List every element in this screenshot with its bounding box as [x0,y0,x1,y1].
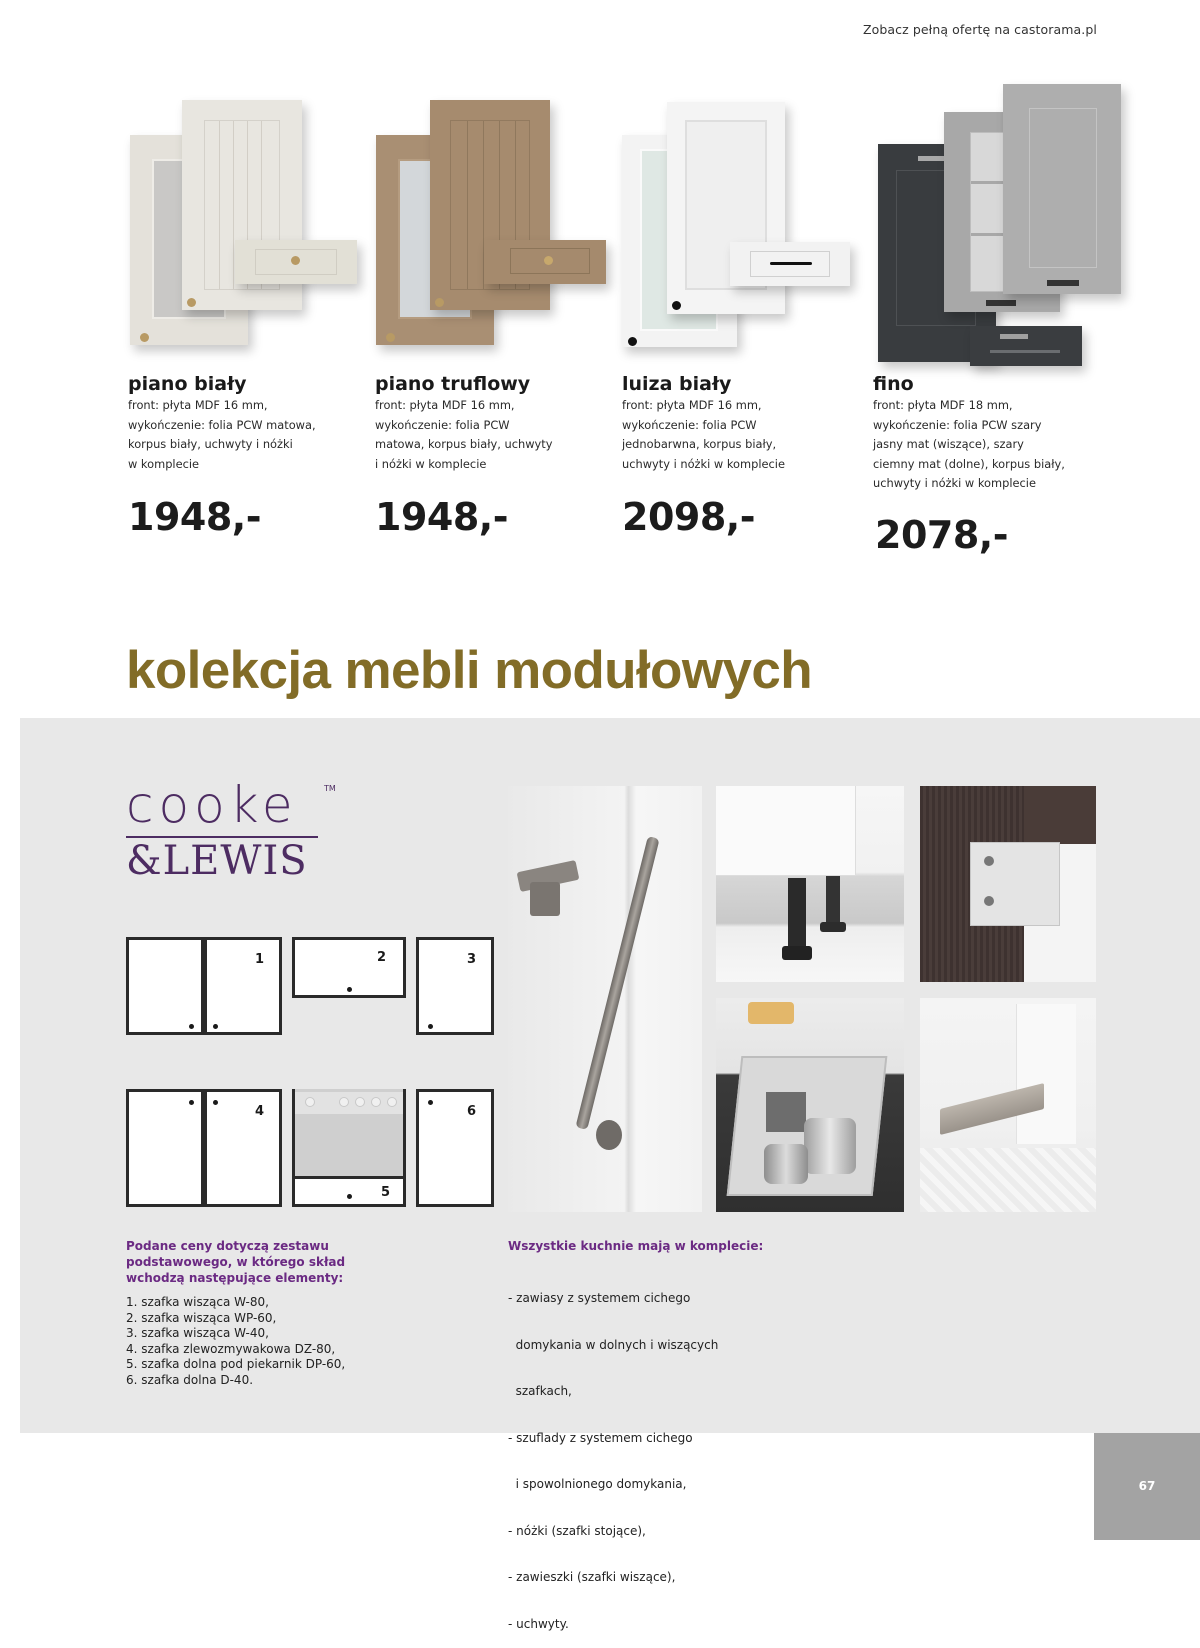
cooke-lewis-logo: cooke TM &LEWIS [126,776,336,884]
product-name: luiza biały [622,373,732,395]
list-item: 6. szafka dolna D-40. [126,1372,254,1387]
product-price: 2078,- [875,513,1008,557]
product-image-piano-bialy [120,100,370,360]
product-info-piano-bialy [128,373,368,474]
list-item: 3. szafka wisząca W-40, [126,1326,269,1340]
product-image-luiza-bialy [612,100,862,360]
list-item: i spowolnionego domykania, [508,1477,687,1491]
product-description: front: płyta MDF 18 mm, wykończenie: folia PCW szary jasny mat (wiszące), szary ciemny mat (dolne), korpus biały, uchwyty i nóżki w komplecie [873,398,1065,491]
product-description: front: płyta MDF 16 mm, wykończenie: folia PCW jednobarwna, korpus biały, uchwyty i nóżki w komplecie [622,398,785,471]
list-item: - zawieszki (szafki wiszące), [508,1570,676,1584]
cabinet-diagram-6: 6 [416,1089,494,1207]
product-image-fino [868,80,1128,370]
page-number: 67 [1138,1479,1156,1493]
product-description: front: płyta MDF 16 mm, wykończenie: folia PCW matowa, korpus biały, uchwyty i nóżki w komplecie [375,398,553,471]
set-items-list [126,1295,396,1388]
list-item: - uchwyty. [508,1616,569,1631]
product-name: piano biały [128,373,247,395]
photo-cabinet-legs [716,786,904,982]
photo-gas-strut-hinge [508,786,702,1212]
list-item: 1. szafka wisząca W-80, [126,1295,269,1309]
product-price: 1948,- [375,495,508,539]
set-info-heading: Podane ceny dotyczą zestawu podstawowego, w którego skład wchodzą następujące elementy: [126,1239,346,1285]
list-item: szafkach, [508,1384,572,1398]
list-item: - zawiasy z systemem cichego [508,1291,691,1305]
list-item: domykania w dolnych i wiszących [508,1337,719,1352]
list-item: - szuflady z systemem cichego [508,1430,693,1445]
section-title: kolekcja mebli modułowych [126,641,812,700]
cabinet-diagram-3: 3 [416,937,494,1035]
product-info-piano-truflowy [375,373,615,474]
product-description: front: płyta MDF 16 mm, wykończenie: folia PCW matowa, korpus biały, uchwyty i nóżki w komplecie [128,398,316,471]
photo-drawer-with-pots [716,998,904,1212]
product-info-fino [873,373,1113,494]
included-items-list [508,1260,798,1648]
list-item: 2. szafka wisząca WP-60, [126,1310,277,1325]
included-info-heading: Wszystkie kuchnie mają w komplecie: [508,1239,764,1253]
product-info-luiza-bialy [622,373,862,474]
page-number-box [1094,1433,1200,1540]
product-image-piano-truflowy [366,100,616,360]
list-item: 4. szafka zlewozmywakowa DZ-80, [126,1341,336,1356]
cabinet-diagram-2: 2 [292,937,406,998]
list-item: - nóżki (szafki stojące), [508,1523,646,1538]
photo-wall-hanger-bracket [920,786,1096,982]
product-name: piano truflowy [375,373,531,395]
photo-metal-handle [920,998,1096,1212]
product-price: 1948,- [128,495,261,539]
product-price: 2098,- [622,495,755,539]
castorama-link[interactable]: Zobacz pełną ofertę na castorama.pl [862,22,1097,37]
product-name: fino [873,373,914,395]
list-item: 5. szafka dolna pod piekarnik DP-60, [126,1357,346,1371]
